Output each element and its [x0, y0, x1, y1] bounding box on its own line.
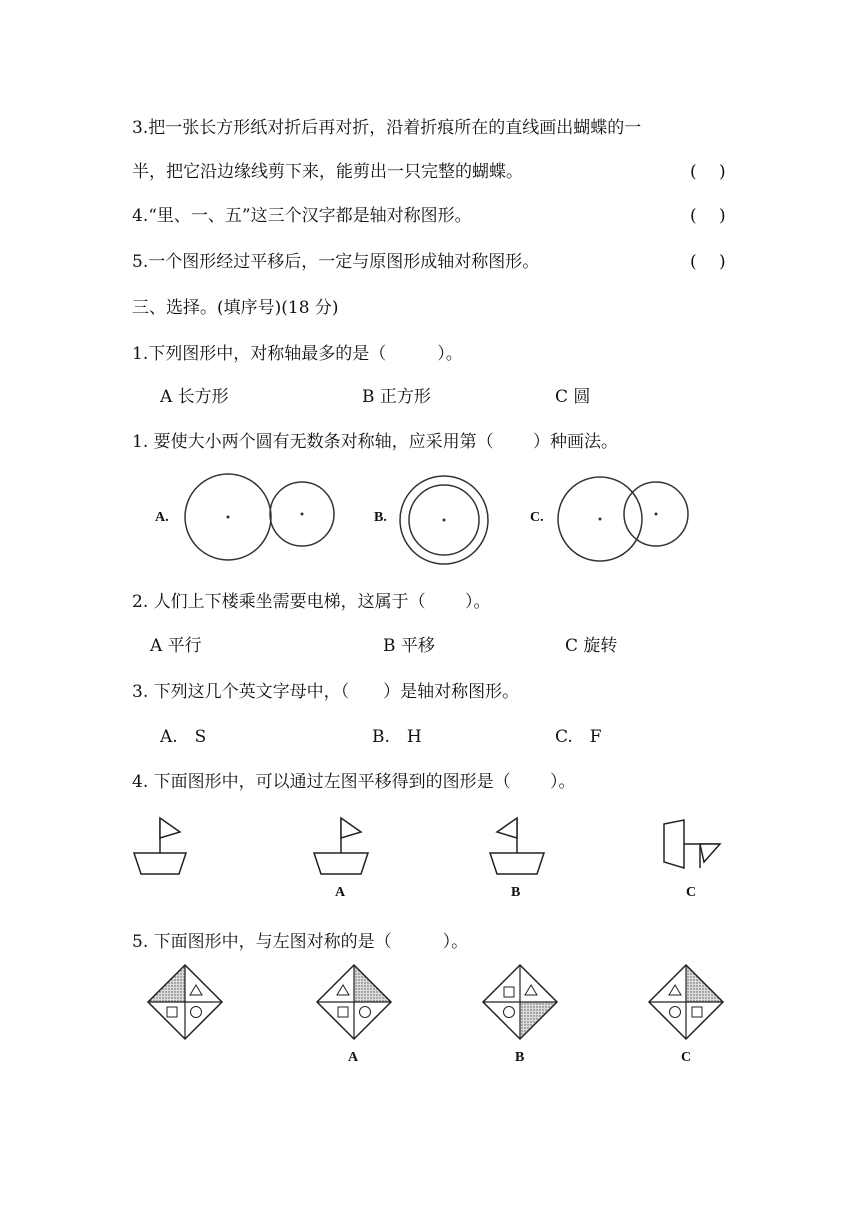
boat-figure-b — [488, 815, 548, 880]
q4-label-a: A — [335, 885, 346, 900]
q1a-text: 1.下列图形中，对称轴最多的是（ ）。 — [132, 344, 463, 364]
diamond-figure-c — [648, 964, 728, 1044]
boat-figure-original — [132, 815, 192, 880]
q1a-option-b[interactable]: B 正方形 — [362, 387, 431, 407]
q2-option-a[interactable]: A 平行 — [150, 636, 202, 656]
q1b-text: 1. 要使大小两个圆有无数条对称轴，应采用第（ ）种画法。 — [132, 432, 619, 452]
q5-text: 5. 下面图形中，与左图对称的是（ ）。 — [132, 932, 469, 952]
circles-figure-b — [396, 474, 496, 574]
diamond-figure-original — [147, 964, 227, 1044]
q5-label-a: A — [348, 1050, 359, 1065]
q3-option-a[interactable]: A. S — [160, 727, 207, 747]
q4-text: 4. 下面图形中，可以通过左图平移得到的图形是（ ）。 — [132, 772, 576, 792]
judgement-q4: 4.“里、一、五”这三个汉字都是轴对称图形。 — [132, 206, 472, 226]
answer-blank-q3[interactable]: ( ) — [690, 162, 726, 182]
q4-label-b: B — [511, 885, 521, 900]
q1b-label-b: B. — [374, 510, 387, 525]
diamond-figure-a — [316, 964, 396, 1044]
q3-text: 3. 下列这几个英文字母中，（ ）是轴对称图形。 — [132, 682, 520, 702]
q5-label-c: C — [681, 1050, 692, 1065]
boat-figure-c — [662, 818, 724, 878]
boat-figure-a — [312, 815, 372, 880]
q3-option-c[interactable]: C. F — [555, 727, 602, 747]
judgement-q3-line1: 3.把一张长方形纸对折后再对折，沿着折痕所在的直线画出蝴蝶的一 — [132, 118, 642, 138]
circles-figure-a — [180, 470, 340, 570]
q1a-option-a[interactable]: A 长方形 — [160, 387, 229, 407]
q2-option-b[interactable]: B 平移 — [383, 636, 435, 656]
q1b-label-c: C. — [530, 510, 544, 525]
diamond-figure-b — [482, 964, 562, 1044]
judgement-q5: 5.一个图形经过平移后，一定与原图形成轴对称图形。 — [132, 252, 540, 272]
answer-blank-q5[interactable]: ( ) — [690, 252, 726, 272]
answer-blank-q4[interactable]: ( ) — [690, 206, 726, 226]
section3-heading: 三、选择。(填序号)(18 分) — [132, 298, 339, 318]
q1a-option-c[interactable]: C 圆 — [555, 387, 591, 407]
q5-label-b: B — [515, 1050, 525, 1065]
q4-label-c: C — [686, 885, 697, 900]
q2-text: 2. 人们上下楼乘坐需要电梯，这属于（ ）。 — [132, 592, 491, 612]
q2-option-c[interactable]: C 旋转 — [565, 636, 618, 656]
q3-option-b[interactable]: B. H — [372, 727, 422, 747]
judgement-q3-line2: 半，把它沿边缘线剪下来，能剪出一只完整的蝴蝶。 — [132, 162, 523, 182]
circles-figure-c — [554, 472, 699, 572]
q1b-label-a: A. — [155, 510, 169, 525]
